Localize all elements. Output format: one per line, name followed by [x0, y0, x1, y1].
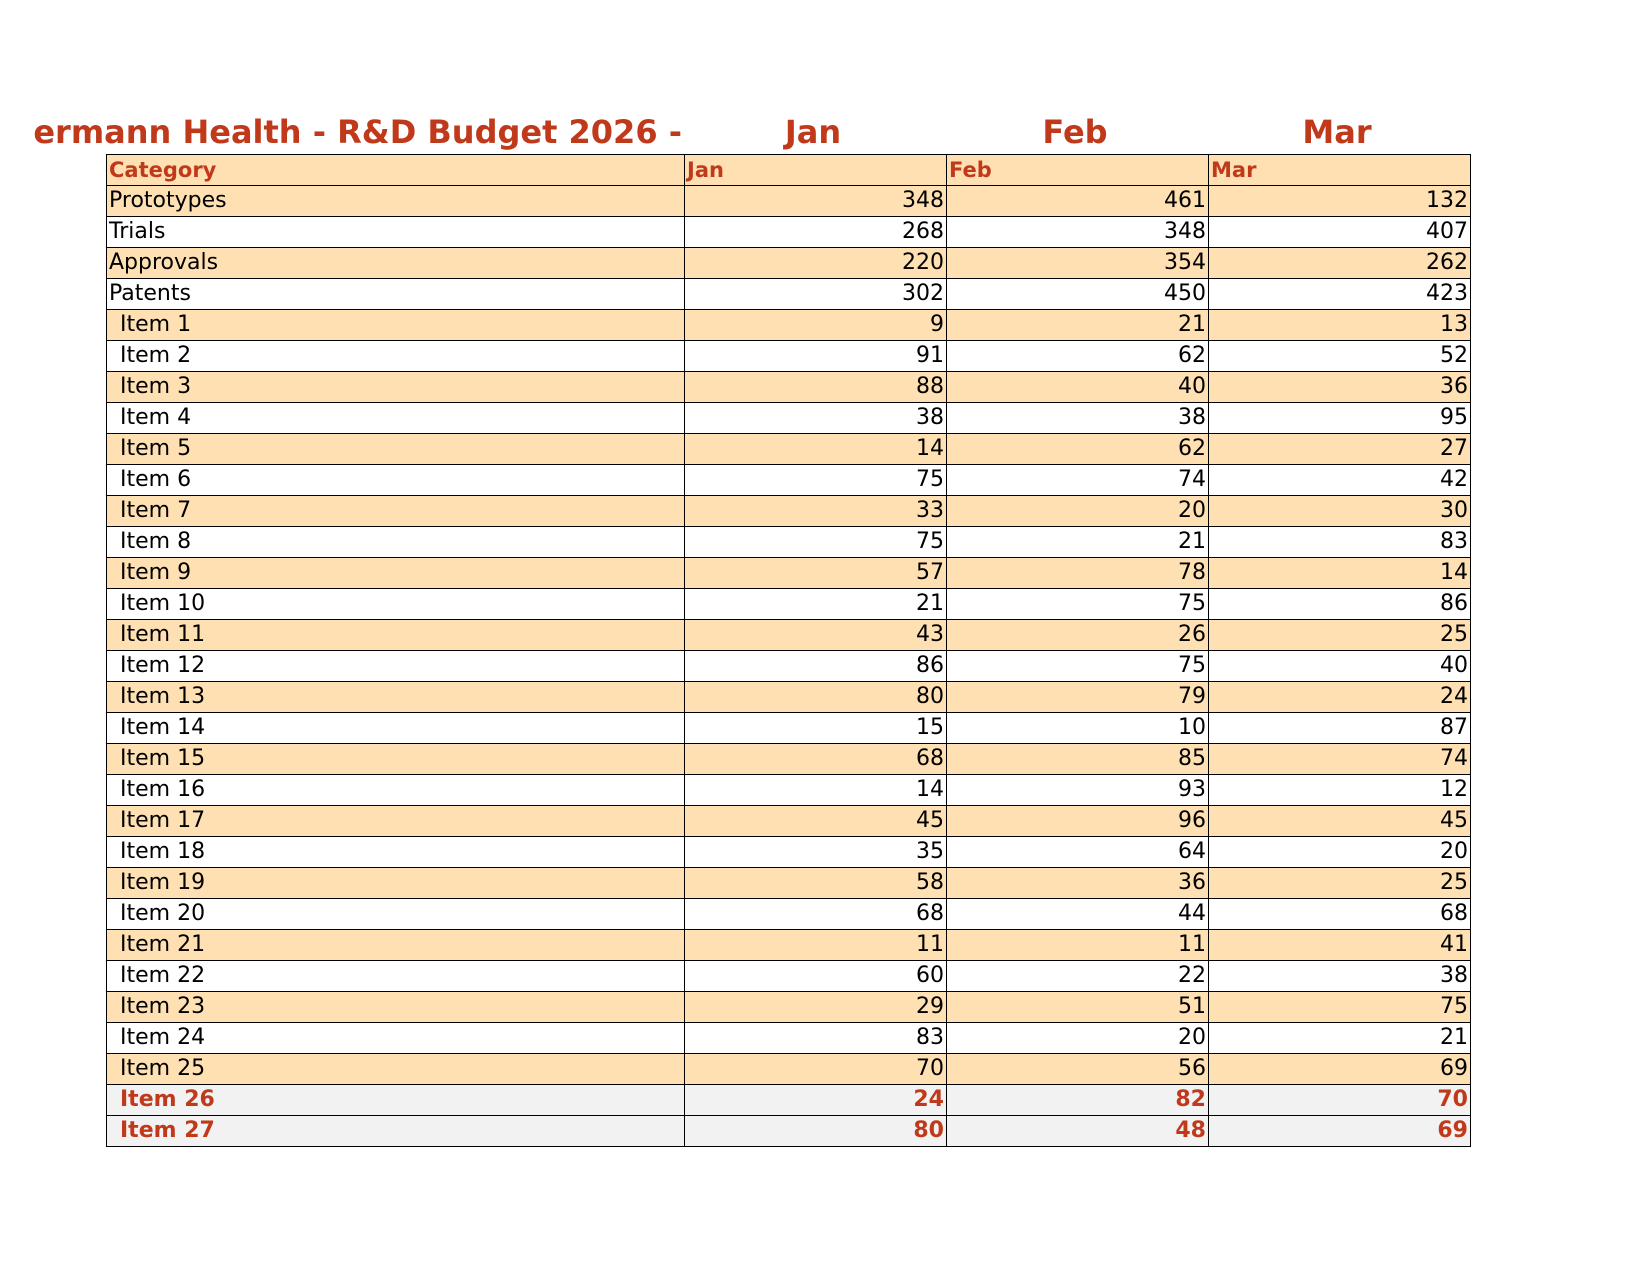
cell-feb[interactable]: 20: [947, 1023, 1209, 1054]
table-row: [107, 341, 1471, 372]
cell-feb[interactable]: 62: [947, 341, 1209, 372]
cell-category[interactable]: Prototypes: [107, 186, 685, 217]
cell-category[interactable]: Item 14: [107, 713, 685, 744]
cell-category[interactable]: Item 6: [107, 465, 685, 496]
cell-jan[interactable]: 80: [685, 682, 947, 713]
cell-category[interactable]: Item 5: [107, 434, 685, 465]
cell-feb[interactable]: 62: [947, 434, 1209, 465]
cell-jan[interactable]: 91: [685, 341, 947, 372]
title-month-jan: Jan: [784, 113, 842, 151]
header-row: [107, 155, 1471, 186]
cell-category[interactable]: Item 7: [107, 496, 685, 527]
cell-category[interactable]: Item 16: [107, 775, 685, 806]
cell-category[interactable]: Item 11: [107, 620, 685, 651]
table-row: [107, 682, 1471, 713]
cell-feb[interactable]: 40: [947, 372, 1209, 403]
cell-feb[interactable]: 348: [947, 217, 1209, 248]
cell-category[interactable]: Trials: [107, 217, 685, 248]
table-row: [107, 496, 1471, 527]
cell-category[interactable]: Item 1: [107, 310, 685, 341]
cell-jan[interactable]: 68: [685, 744, 947, 775]
table-row: [107, 186, 1471, 217]
cell-jan[interactable]: 302: [685, 279, 947, 310]
table-body: [107, 186, 1471, 1147]
cell-category[interactable]: Item 15: [107, 744, 685, 775]
table-row: [107, 868, 1471, 899]
cell-category[interactable]: Item 4: [107, 403, 685, 434]
title-month-feb: Feb: [1042, 113, 1108, 151]
cell-mar[interactable]: 30: [1209, 496, 1471, 527]
cell-jan[interactable]: 83: [685, 1023, 947, 1054]
cell-jan[interactable]: 80: [685, 1116, 947, 1147]
cell-category[interactable]: Item 27: [107, 1116, 685, 1147]
table-row: [107, 1054, 1471, 1085]
cell-jan[interactable]: 14: [685, 434, 947, 465]
cell-mar[interactable]: 45: [1209, 806, 1471, 837]
cell-category[interactable]: Item 23: [107, 992, 685, 1023]
table-row: [107, 1023, 1471, 1054]
cell-mar[interactable]: 25: [1209, 868, 1471, 899]
cell-feb[interactable]: 22: [947, 961, 1209, 992]
table-row: [107, 558, 1471, 589]
cell-jan[interactable]: 45: [685, 806, 947, 837]
table-row: [107, 279, 1471, 310]
cell-jan[interactable]: 220: [685, 248, 947, 279]
cell-category[interactable]: Item 10: [107, 589, 685, 620]
table-row: [107, 434, 1471, 465]
cell-category[interactable]: Item 21: [107, 930, 685, 961]
cell-mar[interactable]: 21: [1209, 1023, 1471, 1054]
cell-feb[interactable]: 26: [947, 620, 1209, 651]
cell-feb[interactable]: 10: [947, 713, 1209, 744]
cell-mar[interactable]: 36: [1209, 372, 1471, 403]
cell-category[interactable]: Item 26: [107, 1085, 685, 1116]
cell-jan[interactable]: 24: [685, 1085, 947, 1116]
cell-mar[interactable]: 14: [1209, 558, 1471, 589]
cell-feb[interactable]: 79: [947, 682, 1209, 713]
cell-category[interactable]: Item 25: [107, 1054, 685, 1085]
table-row: [107, 899, 1471, 930]
cell-feb[interactable]: 354: [947, 248, 1209, 279]
cell-category[interactable]: Approvals: [107, 248, 685, 279]
cell-feb[interactable]: 44: [947, 899, 1209, 930]
cell-category[interactable]: Item 8: [107, 527, 685, 558]
cell-jan[interactable]: 33: [685, 496, 947, 527]
cell-category[interactable]: Patents: [107, 279, 685, 310]
table-row: [107, 713, 1471, 744]
table-row: [107, 1116, 1471, 1147]
cell-mar[interactable]: 407: [1209, 217, 1471, 248]
cell-mar[interactable]: 86: [1209, 589, 1471, 620]
cell-feb[interactable]: 96: [947, 806, 1209, 837]
cell-jan[interactable]: 38: [685, 403, 947, 434]
cell-jan[interactable]: 21: [685, 589, 947, 620]
table-row: [107, 806, 1471, 837]
cell-feb[interactable]: 82: [947, 1085, 1209, 1116]
cell-mar[interactable]: 132: [1209, 186, 1471, 217]
cell-jan[interactable]: 29: [685, 992, 947, 1023]
cell-feb[interactable]: 38: [947, 403, 1209, 434]
header-cell-jan[interactable]: Jan: [685, 155, 947, 186]
cell-mar[interactable]: 69: [1209, 1116, 1471, 1147]
cell-mar[interactable]: 262: [1209, 248, 1471, 279]
cell-mar[interactable]: 70: [1209, 1085, 1471, 1116]
cell-feb[interactable]: 11: [947, 930, 1209, 961]
cell-mar[interactable]: 74: [1209, 744, 1471, 775]
cell-jan[interactable]: 11: [685, 930, 947, 961]
cell-feb[interactable]: 21: [947, 310, 1209, 341]
table-row: [107, 837, 1471, 868]
table-row: [107, 217, 1471, 248]
cell-feb[interactable]: 48: [947, 1116, 1209, 1147]
table-row: [107, 527, 1471, 558]
cell-category[interactable]: Item 9: [107, 558, 685, 589]
cell-feb[interactable]: 75: [947, 651, 1209, 682]
cell-jan[interactable]: 70: [685, 1054, 947, 1085]
cell-mar[interactable]: 83: [1209, 527, 1471, 558]
cell-jan[interactable]: 60: [685, 961, 947, 992]
cell-category[interactable]: Item 2: [107, 341, 685, 372]
cell-feb[interactable]: 36: [947, 868, 1209, 899]
cell-mar[interactable]: 38: [1209, 961, 1471, 992]
cell-mar[interactable]: 13: [1209, 310, 1471, 341]
cell-feb[interactable]: 93: [947, 775, 1209, 806]
cell-mar[interactable]: 69: [1209, 1054, 1471, 1085]
table-row: [107, 589, 1471, 620]
cell-mar[interactable]: 41: [1209, 930, 1471, 961]
cell-jan[interactable]: 75: [685, 465, 947, 496]
cell-jan[interactable]: 57: [685, 558, 947, 589]
cell-feb[interactable]: 450: [947, 279, 1209, 310]
cell-jan[interactable]: 86: [685, 651, 947, 682]
cell-category[interactable]: Item 17: [107, 806, 685, 837]
table-row: [107, 1085, 1471, 1116]
cell-jan[interactable]: 14: [685, 775, 947, 806]
cell-jan[interactable]: 75: [685, 527, 947, 558]
cell-jan[interactable]: 88: [685, 372, 947, 403]
cell-feb[interactable]: 20: [947, 496, 1209, 527]
table-row: [107, 310, 1471, 341]
table-row: [107, 620, 1471, 651]
title-month-mar: Mar: [1302, 113, 1372, 151]
cell-mar[interactable]: 12: [1209, 775, 1471, 806]
cell-mar[interactable]: 87: [1209, 713, 1471, 744]
cell-jan[interactable]: 15: [685, 713, 947, 744]
cell-jan[interactable]: 348: [685, 186, 947, 217]
sheet-title-row: [33, 108, 1462, 156]
cell-jan[interactable]: 58: [685, 868, 947, 899]
cell-category[interactable]: Item 19: [107, 868, 685, 899]
table-row: [107, 372, 1471, 403]
header-cell-category[interactable]: Category: [107, 155, 685, 186]
cell-mar[interactable]: 42: [1209, 465, 1471, 496]
cell-feb[interactable]: 85: [947, 744, 1209, 775]
cell-category[interactable]: Item 3: [107, 372, 685, 403]
cell-mar[interactable]: 25: [1209, 620, 1471, 651]
cell-mar[interactable]: 423: [1209, 279, 1471, 310]
cell-jan[interactable]: 43: [685, 620, 947, 651]
cell-feb[interactable]: 461: [947, 186, 1209, 217]
cell-jan[interactable]: 9: [685, 310, 947, 341]
cell-category[interactable]: Item 13: [107, 682, 685, 713]
cell-mar[interactable]: 52: [1209, 341, 1471, 372]
cell-feb[interactable]: 74: [947, 465, 1209, 496]
cell-mar[interactable]: 20: [1209, 837, 1471, 868]
table-row: [107, 961, 1471, 992]
table-row: [107, 930, 1471, 961]
sheet-title: [33, 108, 682, 156]
cell-category[interactable]: Item 24: [107, 1023, 685, 1054]
cell-jan[interactable]: 35: [685, 837, 947, 868]
header-cell-mar[interactable]: Mar: [1209, 155, 1471, 186]
table-row: [107, 744, 1471, 775]
table-row: [107, 775, 1471, 806]
table-row: [107, 403, 1471, 434]
header-cell-feb[interactable]: Feb: [947, 155, 1209, 186]
cell-mar[interactable]: 68: [1209, 899, 1471, 930]
cell-mar[interactable]: 75: [1209, 992, 1471, 1023]
cell-feb[interactable]: 64: [947, 837, 1209, 868]
budget-table: [106, 154, 1471, 1147]
cell-mar[interactable]: 95: [1209, 403, 1471, 434]
cell-feb[interactable]: 78: [947, 558, 1209, 589]
cell-category[interactable]: Item 18: [107, 837, 685, 868]
table-row: [107, 248, 1471, 279]
cell-mar[interactable]: 24: [1209, 682, 1471, 713]
cell-feb[interactable]: 51: [947, 992, 1209, 1023]
cell-category[interactable]: Item 22: [107, 961, 685, 992]
cell-jan[interactable]: 268: [685, 217, 947, 248]
cell-feb[interactable]: 56: [947, 1054, 1209, 1085]
cell-mar[interactable]: 27: [1209, 434, 1471, 465]
cell-mar[interactable]: 40: [1209, 651, 1471, 682]
cell-category[interactable]: Item 12: [107, 651, 685, 682]
cell-category[interactable]: Item 20: [107, 899, 685, 930]
cell-jan[interactable]: 68: [685, 899, 947, 930]
sheet-title-text: ermann Health - R&D Budget 2026 -: [33, 113, 682, 151]
cell-feb[interactable]: 75: [947, 589, 1209, 620]
table-row: [107, 992, 1471, 1023]
cell-feb[interactable]: 21: [947, 527, 1209, 558]
table-row: [107, 465, 1471, 496]
table-row: [107, 651, 1471, 682]
